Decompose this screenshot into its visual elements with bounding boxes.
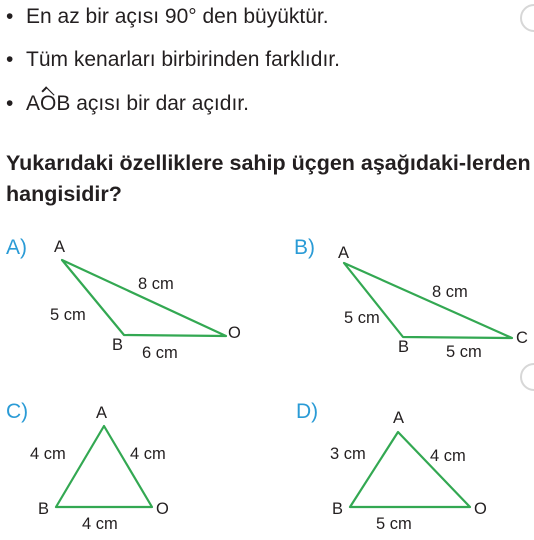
side-length-label: 3 cm [330,445,366,463]
triangle-d-shape [350,432,470,507]
option-a-label[interactable]: A) [6,236,27,259]
bullet-icon: • [6,48,14,71]
side-length-label: 6 cm [142,344,178,362]
bullet-icon: • [6,5,14,28]
option-d-label[interactable]: D) [296,400,319,423]
vertex-label: A [54,238,66,256]
side-length-label: 4 cm [430,447,466,465]
side-length-label: 5 cm [376,515,412,533]
bullet-icon: • [6,92,14,115]
vertex-label: O [228,324,241,342]
vertex-label: B [332,500,344,518]
triangle-c-shape [56,426,152,507]
property-3-text: açısı bir dar açıdır. [70,92,249,115]
angle-vertex-a: A [26,92,41,115]
side-length-label: 5 cm [344,309,380,327]
vertex-label: B [112,336,124,354]
side-length-label: 8 cm [432,283,468,301]
triangle-option-b[interactable] [338,244,528,361]
property-2-text: Tüm kenarları birbirinden farklıdır. [26,48,340,71]
triangle-a-shape [62,260,226,336]
vertex-label: C [516,329,528,347]
triangle-option-d[interactable] [330,409,487,533]
side-length-label: 5 cm [446,343,482,361]
triangle-option-c[interactable] [30,404,169,533]
triangle-option-a[interactable] [50,238,241,362]
side-length-label: 4 cm [30,445,66,463]
side-length-label: 4 cm [82,515,118,533]
vertex-label: B [398,338,410,356]
vertex-label: A [393,409,405,427]
vertex-label: A [338,244,350,262]
vertex-label: O [156,500,169,518]
option-b-label[interactable]: B) [294,236,315,259]
vertex-label: O [474,500,487,518]
property-1-text: En az bir açısı 90° den büyüktür. [26,5,329,28]
vertex-label: A [96,404,108,422]
angle-vertex-o: O [40,92,57,115]
question-text: Yukarıdaki özelliklere sahip üçgen aşağıdaki-lerden hangisidir? [6,151,531,206]
side-length-label: 5 cm [50,306,86,324]
side-length-label: 8 cm [138,275,174,293]
option-c-label[interactable]: C) [6,400,29,423]
side-length-label: 4 cm [130,445,166,463]
vertex-label: B [38,500,50,518]
angle-vertex-b: B [56,92,71,115]
